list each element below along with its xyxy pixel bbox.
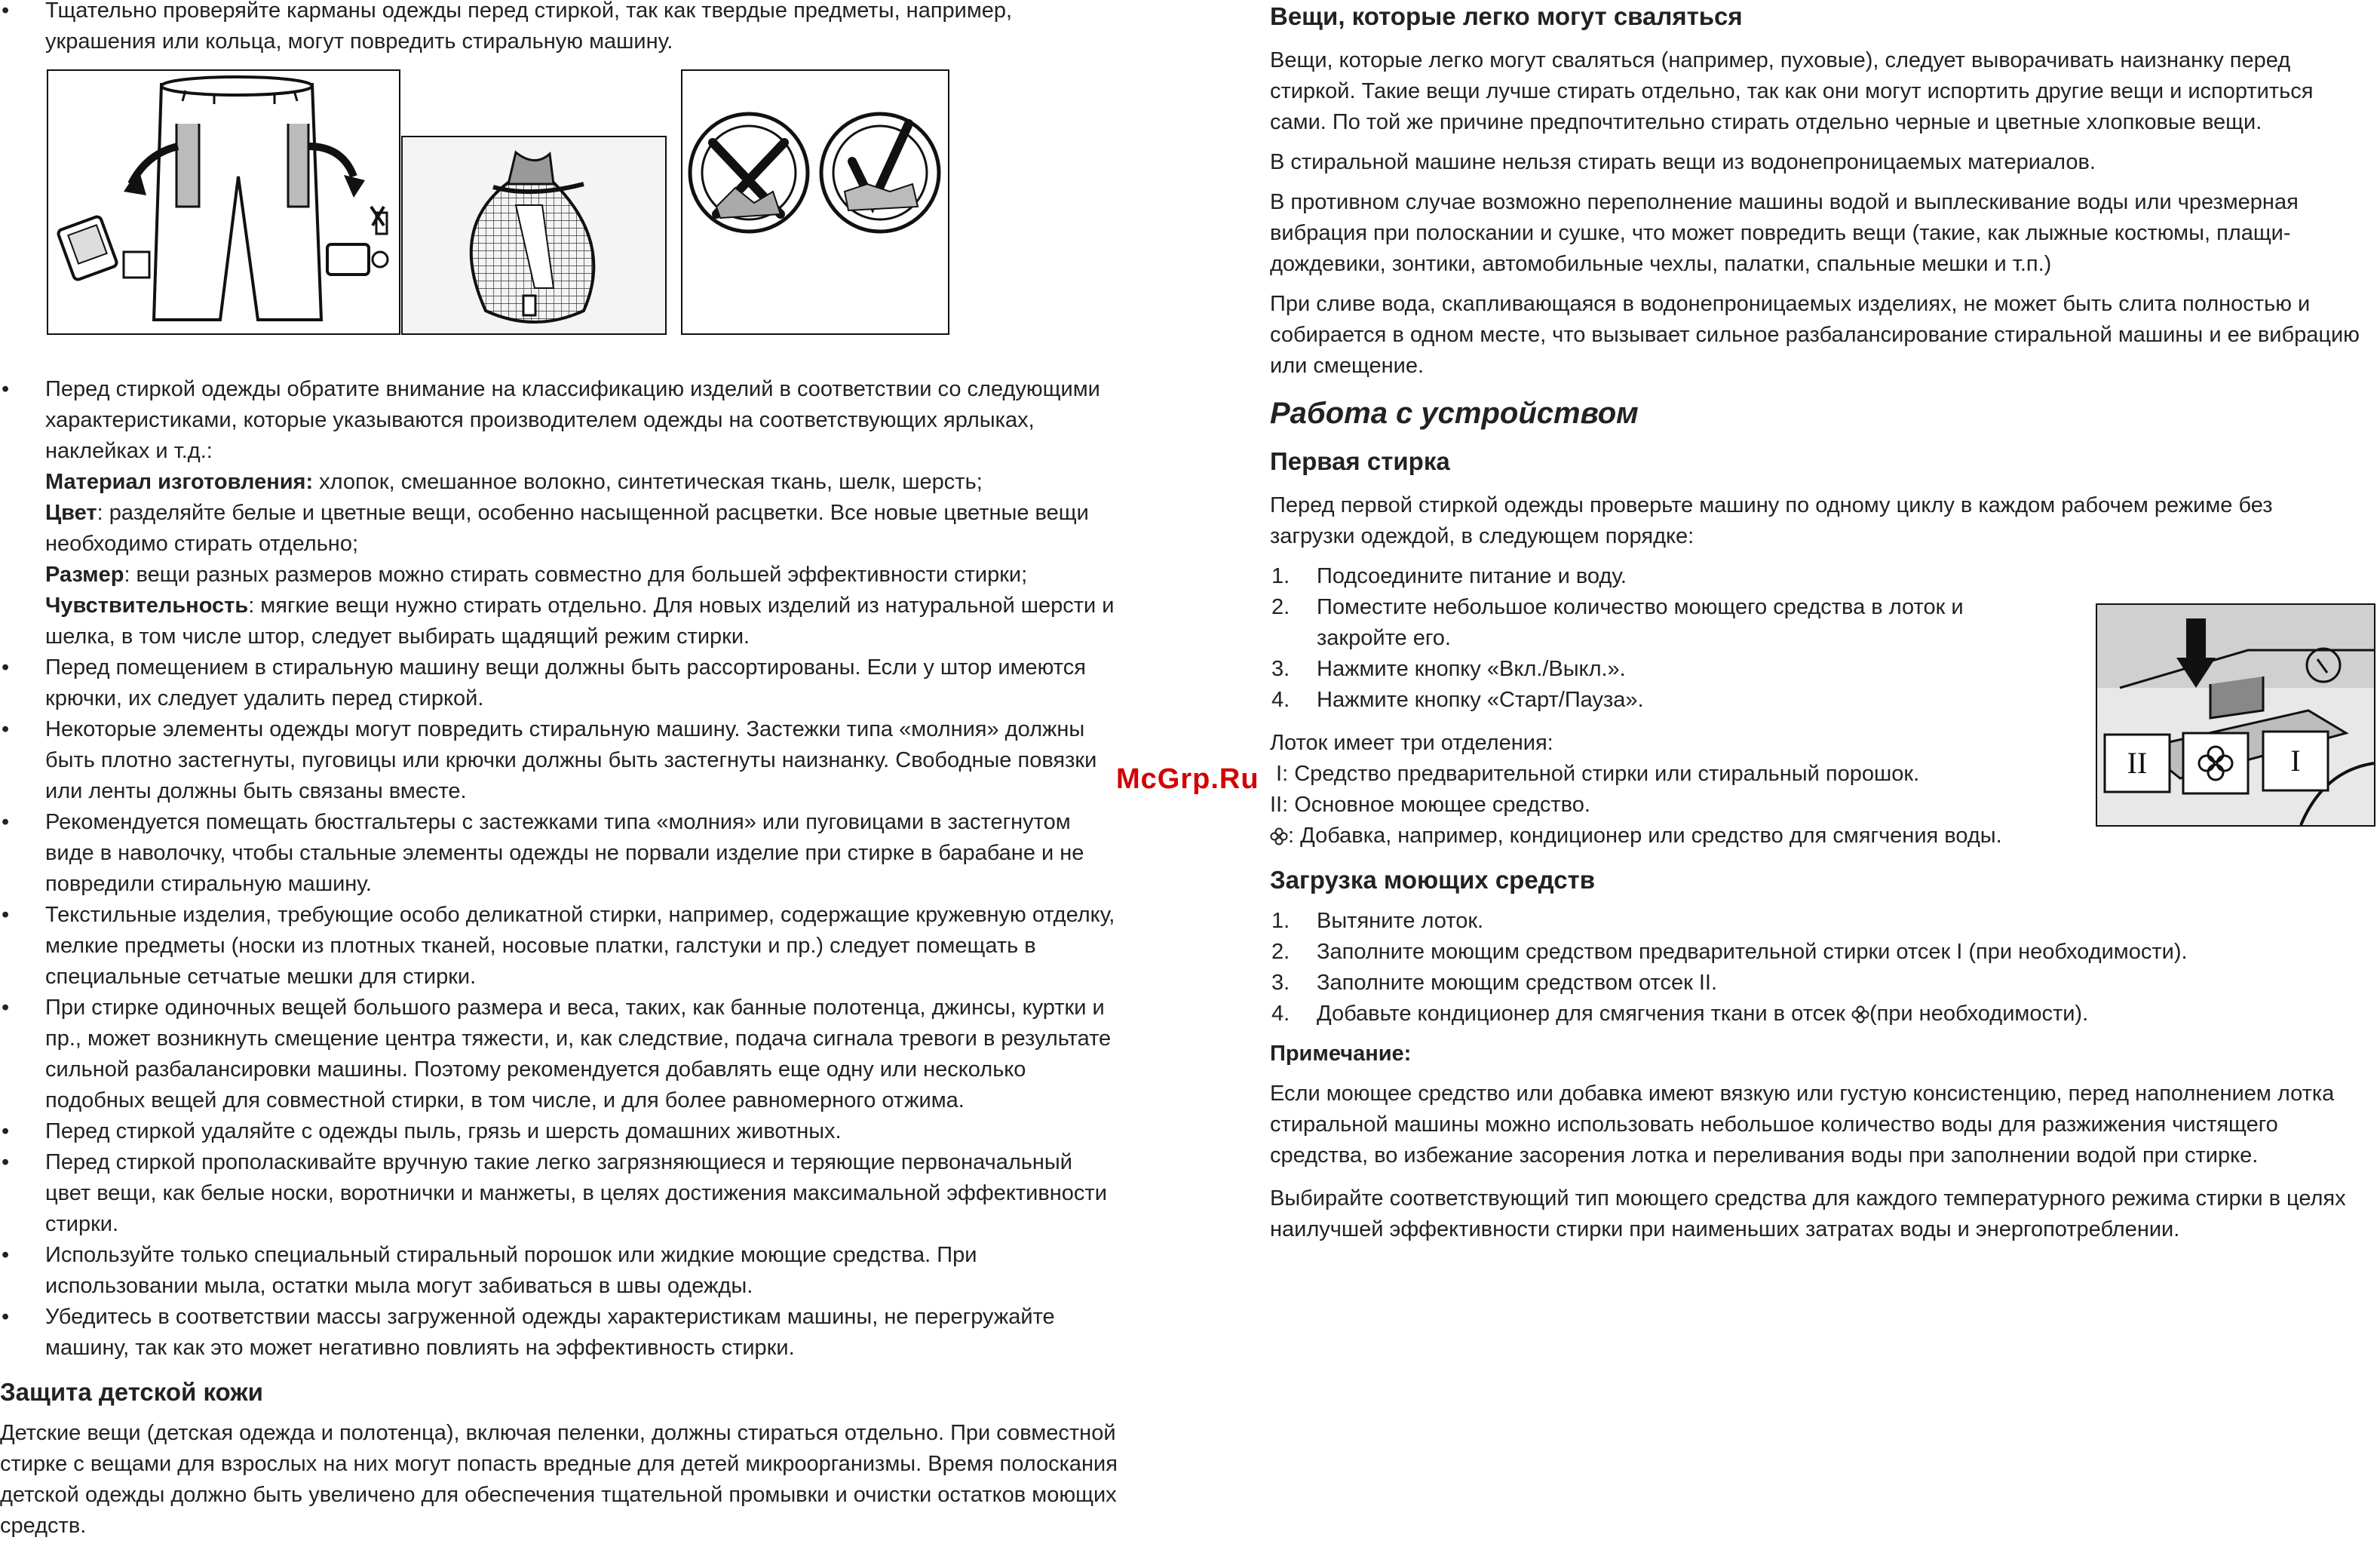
first-step (1270, 685, 2009, 716)
list-item: • Текстильные изделия, требующие особо деликатной стирки, например, содержащие кружевную отделку, мелкие предметы (носки из плотных тканей, носовые платки, галстуки и пр.) следует помещать в специальные сетчатые мешки для стирки. (0, 900, 1124, 993)
tray-compartment-1: I: Средство предварительной стирки или стиральный порошок. (1270, 762, 1920, 786)
classification-intro: Перед стиркой одежды обратите внимание на классификацию изделий в соответствии со следующими характеристиками, которые указываются производителем одежды на соответствующих ярлыках, наклейках и т.д.: (45, 377, 1100, 463)
step-text: Поместите небольшое количество моющего средства в лоток и закройте его. (1317, 595, 1964, 650)
list-item: • При стирке одиночных вещей большого размера и веса, таких, как банные полотенца, джинсы, куртки и пр., может возникнуть смещение центра тяжести, и, как следствие, подача сигнала тревоги в результате сильной разбалансировки машины. Поэтому рекомендуется добавлять еще одну или несколько подобных вещей для совместной стирки, в том числе, и для более равномерного отжима. (0, 993, 1124, 1116)
first-step (1270, 654, 2009, 685)
material-text: хлопок, смешанное волокно, синтетическая ткань, шелк, шерсть; (313, 470, 983, 494)
list-item: • Перед помещением в стиральную машину вещи должны быть рассортированы. Если у штор имеются крючки, их следует удалить перед стиркой. (0, 652, 1124, 714)
tray-label-ii: II (2127, 746, 2148, 780)
fluffy-paragraph-1: Вещи, которые легко могут сваляться (например, пуховые), следует выворачивать наизнанку перед стиркой. Такие вещи лучше стирать отдельно, так как они могут испортить другие вещи и испортиться сами. По той же причине предпочтительно стирать отдельно черные и цветные хлопковые вещи. (1270, 48, 2314, 134)
step-text: Нажмите кнопку «Вкл./Выкл.». (1317, 657, 1626, 681)
drum-fill-figure (681, 69, 949, 335)
tray-label-i: I (2290, 744, 2301, 778)
step-text: Заполните моющим средством предварительной стирки отсек I (при необходимости). (1317, 940, 2188, 964)
loading-step (1270, 937, 2363, 968)
first-wash-heading: Первая стирка (1270, 447, 1450, 475)
step-suffix: (при необходимости). (1869, 1002, 2089, 1026)
drum-load-illustration (682, 71, 948, 333)
note-paragraph-2: Выбирайте соответствующий тип моющего средства для каждого температурного режима стирки в целях наилучшей эффективности стирки при наименьших затратах воды и энергопотреблении. (1270, 1186, 2346, 1241)
step-number: 1. (1271, 564, 1290, 588)
pockets-figure (47, 69, 400, 335)
list-item: • Некоторые элементы одежды могут повредить стиральную машину. Застежки типа «молния» должны быть плотно застегнуты, пуговицы или крючки должны быть застегнуты наизнанку. Свободные повязки или ленты должны быть связаны вместе. (0, 714, 1124, 807)
note-label-row (1270, 1039, 2363, 1069)
first-wash-intro: Перед первой стиркой одежды проверьте машину по одному циклу в каждом рабочем режиме без загрузки одеждой, в следующем порядке: (1270, 493, 2273, 548)
first-step (1270, 592, 2009, 654)
pockets-bullet: • Тщательно проверяйте карманы одежды перед стиркой, так как твердые предметы, например, украшения или кольца, могут повредить стиральную машину. (0, 0, 1124, 57)
step-text: Вытяните лоток. (1317, 909, 1484, 933)
size-text: : вещи разных размеров можно стирать совместно для большей эффективности стирки; (124, 563, 1028, 587)
fluffy-heading: Вещи, которые легко могут сваляться (1270, 2, 1743, 30)
step-number: 3. (1271, 971, 1290, 995)
flower-icon (1851, 1005, 1869, 1023)
sensitivity-text: : мягкие вещи нужно стирать отдельно. Для новых изделий из натуральной шерсти и шелка, в том числе штор, следует выбирать щадящий режим стирки. (45, 594, 1115, 649)
tray-compartment-2: II: Основное моющее средство. (1270, 793, 1590, 817)
step-number: 1. (1271, 909, 1290, 933)
flower-icon (1270, 827, 1288, 845)
loading-step (1270, 906, 2363, 937)
fluffy-paragraph-3: В противном случае возможно переполнение машины водой и выплескивание воды или чрезмерная вибрация при полоскании и сушке, что может повредить вещи (такие, как лыжные костюмы, плащи-дождевики, зонтики, автомобильные чехлы, палатки, спальные мешки и т.п.) (1270, 190, 2299, 276)
list-item: • Убедитесь в соответствии массы загруженной одежды характеристикам машины, не перегружайте машину, так как это может негативно повлиять на эффективность стирки. (0, 1302, 1124, 1364)
list-item: • Используйте только специальный стиральный порошок или жидкие моющие средства. При использовании мыла, остатки мыла могут забиваться в швы одежды. (0, 1240, 1124, 1302)
classification-bullet (0, 374, 1124, 652)
step-text: Подсоедините питание и воду. (1317, 564, 1627, 588)
trousers-illustration (48, 71, 399, 333)
child-skin-text: Детские вещи (детская одежда и полотенца), включая пеленки, должны стираться отдельно. При совместной стирке с вещами для взрослых на них могут попасть вредные для детей микроорганизмы. Время полоскания детской одежды должно быть увеличено для обеспечения тщательной промывки и очистки остатков моющих средств. (0, 1421, 1118, 1538)
mesh-bag-illustration (403, 137, 665, 333)
color-text: : разделяйте белые и цветные вещи, особенно насыщенной расцветки. Все новые цветные вещи необходимо стирать отдельно; (45, 501, 1089, 556)
step-number: 3. (1271, 657, 1290, 681)
loading-step (1270, 968, 2363, 999)
color-label: Цвет (45, 501, 97, 525)
loading-step (1270, 999, 2363, 1030)
child-skin-heading: Защита детской кожи (0, 1378, 263, 1406)
size-label: Размер (45, 563, 124, 587)
laundry-bag-figure (401, 136, 667, 335)
list-item: • Перед стиркой прополаскивайте вручную такие легко загрязняющиеся и теряющие первоначальный цвет вещи, как белые носки, воротнички и манжеты, в целях достижения максимальной эффективности стирки. (0, 1147, 1124, 1240)
material-label: Материал изготовления: (45, 470, 314, 494)
tray-compartment-3-text: : Добавка, например, кондиционер или средство для смягчения воды. (1288, 824, 2002, 848)
loading-heading: Загрузка моющих средств (1270, 866, 1595, 894)
step-number: 4. (1271, 1002, 1290, 1026)
note-label: Примечание: (1270, 1042, 1412, 1066)
step-number: 2. (1271, 595, 1290, 619)
tray-intro: Лоток имеет три отделения: (1270, 731, 1553, 755)
note-paragraph-1: Если моющее средство или добавка имеют вязкую или густую консистенцию, перед наполнением лотка стиральной машины можно использовать небольшое количество воды для разжижения чистящего средства, во избежание засорения лотка и переливания воды при заполнении водой при стирке. (1270, 1082, 2335, 1168)
step-number: 4. (1271, 688, 1290, 712)
work-heading: Работа с устройством (1270, 397, 1639, 430)
step-number: 2. (1271, 940, 1290, 964)
step-text: Нажмите кнопку «Старт/Пауза». (1317, 688, 1644, 712)
step-text: Добавьте кондиционер для смягчения ткани в отсек (1317, 1002, 1845, 1026)
tray-illustration (2097, 605, 2374, 825)
fluffy-paragraph-2: В стиральной машине нельзя стирать вещи из водонепроницаемых материалов. (1270, 150, 2096, 174)
fluffy-paragraph-4: При сливе вода, скапливающаяся в водонепроницаемых изделиях, не может быть слита полностью и собирается в одном месте, что вызывает сильное разбалансирование стиральной машины и ее вибрацию или смещение. (1270, 292, 2360, 378)
detergent-tray-figure (2096, 603, 2375, 827)
list-item: • Рекомендуется помещать бюстгальтеры с застежками типа «молния» или пуговицами в застегнутом виде в наволочку, чтобы стальные элементы одежды не порвали изделие при стирке в барабане и не повредили стиральную машину. (0, 807, 1124, 900)
first-step (1270, 561, 2009, 592)
sensitivity-label: Чувствительность (45, 594, 249, 618)
step-text: Заполните моющим средством отсек II. (1317, 971, 1718, 995)
watermark: McGrp.Ru (1116, 763, 1259, 795)
list-item: • Перед стиркой удаляйте с одежды пыль, грязь и шерсть домашних животных. (0, 1116, 1124, 1147)
